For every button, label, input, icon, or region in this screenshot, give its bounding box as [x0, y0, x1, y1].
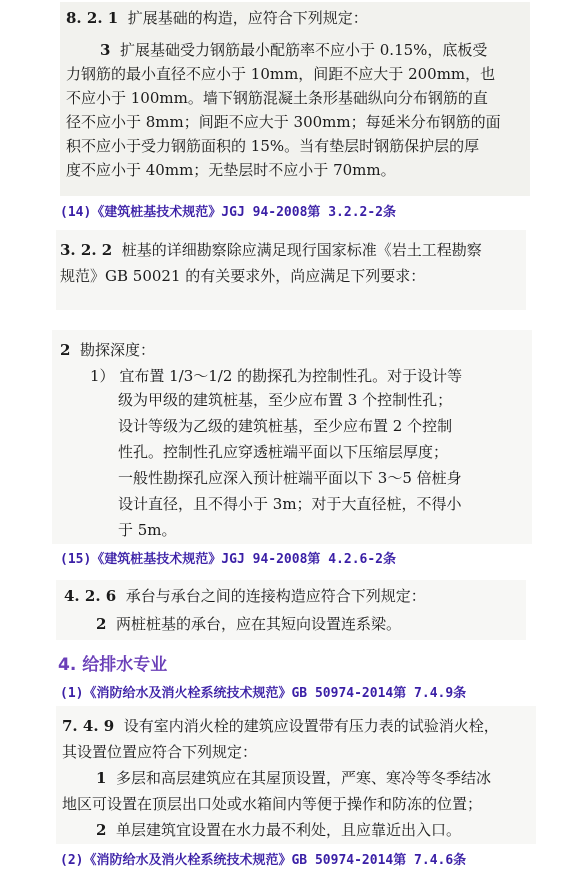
clause-8-2-1-line-2: 力钢筋的最小直径不应小于 10mm，间距不应大于 200mm，也: [66, 65, 496, 83]
clause-number: 4. 2. 6: [64, 587, 117, 605]
item-line: 宜布置 1/3～1/2 的勘探孔为控制性孔。对于设计等: [119, 367, 463, 385]
item-line: 多层和高层建筑应在其屋顶设置，严寒、寒冷等冬季结冰: [115, 769, 491, 787]
item-1-line-4: 性孔。控制性孔应穿透桩端平面以下压缩层厚度；: [118, 443, 449, 461]
item-number: 1）: [90, 367, 115, 385]
item-1-line-5: 一般性勘探孔应深入预计桩端平面以下 3～5 倍桩身: [118, 469, 462, 487]
item-1-line-2: 级为甲级的建筑桩基，至少应布置 3 个控制性孔；: [118, 391, 453, 409]
item-line: 扩展基础受力钢筋最小配筋率不应小于 0.15%，底板受: [119, 41, 488, 59]
subclause-2-title: [60, 340, 155, 360]
clause-text: 承台与承台之间的连接构造应符合下列规定：: [125, 587, 426, 605]
clause-line: 桩基的详细勘察除应满足现行国家标准《岩土工程勘察: [121, 241, 482, 259]
clause-7-4-9-line-1: [62, 716, 499, 736]
subclause-title-text: 勘探深度：: [79, 341, 155, 359]
clause-7-4-9-item-2: [96, 820, 461, 840]
item-1-line-7: 于 5m。: [118, 521, 177, 539]
item-text: 两桩桩基的承台，应在其短向设置连系梁。: [115, 615, 401, 633]
citation-caption-15: (15)《建筑桩基技术规范》JGJ 94-2008第 4.2.6-2条: [60, 552, 397, 567]
clause-3-2-2-line-1: [60, 240, 482, 260]
subclause-number: 2: [60, 341, 71, 359]
item-text: 单层建筑宜设置在水力最不利处，且应靠近出入口。: [115, 821, 461, 839]
item-number: 1: [96, 769, 107, 787]
clause-4-2-6-line: [64, 586, 426, 606]
clause-8-2-1-line-5: 积不应小于受力钢筋面积的 15%。当有垫层时钢筋保护层的厚: [66, 137, 480, 155]
clause-heading-text: 扩展基础的构造，应符合下列规定：: [127, 9, 368, 27]
clause-7-4-9-line-2: 其设置位置应符合下列规定：: [62, 743, 258, 761]
clause-8-2-1-line-3: 不应小于 100mm。墙下钢筋混凝土条形基础纵向分布钢筋的直: [66, 89, 488, 107]
clause-line: 设有室内消火栓的建筑应设置带有压力表的试验消火栓，: [123, 717, 499, 735]
clause-3-2-2-line-2: 规范》GB 50021 的有关要求外，尚应满足下列要求：: [60, 267, 426, 285]
item-1-line-6: 设计直径，且不得小于 3m；对于大直径桩，不得小: [118, 495, 462, 513]
clause-number: 8. 2. 1: [66, 9, 119, 27]
clause-8-2-1-line-4: 径不应小于 8mm；间距不应大于 300mm；每延米分布钢筋的面: [66, 113, 501, 131]
item-1-line-1: [90, 366, 462, 386]
clause-7-4-9-item-1-line-1: [96, 768, 491, 788]
clause-8-2-1-item-3-line-1: [100, 40, 487, 60]
clause-7-4-9-item-1-line-2: 地区可设置在顶层出口处或水箱间内等便于操作和防冻的位置；: [62, 795, 483, 813]
item-number: 3: [100, 41, 111, 59]
clause-number: 3. 2. 2: [60, 241, 113, 259]
clause-8-2-1-line-6: 度不应小于 40mm；无垫层时不应小于 70mm。: [66, 161, 396, 179]
clause-number: 7. 4. 9: [62, 717, 115, 735]
section-heading: 4. 给排水专业: [58, 655, 168, 675]
clause-4-2-6-item-2: [96, 614, 401, 634]
citation-caption-1: (1)《消防给水及消火栓系统技术规范》GB 50974-2014第 7.4.9条: [60, 686, 467, 701]
item-1-line-3: 设计等级为乙级的建筑桩基，至少应布置 2 个控制: [118, 417, 453, 435]
clause-8-2-1-heading: [66, 8, 368, 28]
citation-caption-14: (14)《建筑桩基技术规范》JGJ 94-2008第 3.2.2-2条: [60, 205, 397, 220]
item-number: 2: [96, 615, 107, 633]
citation-caption-2: (2)《消防给水及消火栓系统技术规范》GB 50974-2014第 7.4.6条: [60, 853, 467, 868]
item-number: 2: [96, 821, 107, 839]
